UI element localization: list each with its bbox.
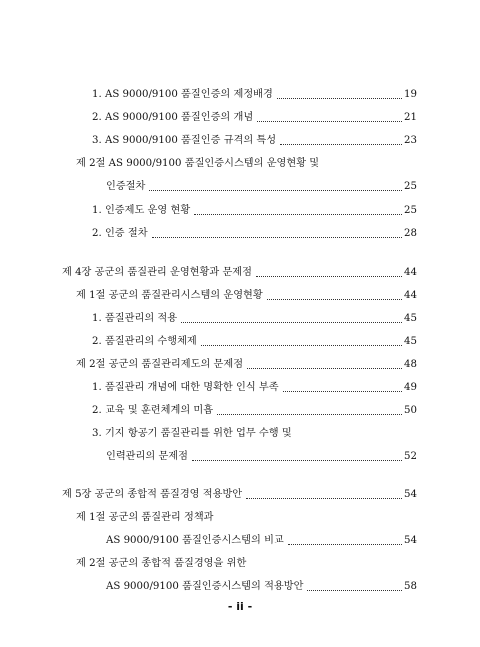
toc-entry[interactable] bbox=[76, 354, 417, 372]
toc-entry-label: 1. 품질관리의 적용 bbox=[92, 313, 178, 324]
toc-entry-page: 54 bbox=[404, 489, 417, 500]
toc-entry-page: 25 bbox=[404, 205, 417, 216]
dot-leader bbox=[307, 590, 402, 591]
dot-leader bbox=[283, 391, 402, 392]
toc-entry-page: 23 bbox=[404, 135, 417, 146]
toc-entry-label: 인력관리의 문제점 bbox=[106, 451, 188, 462]
toc-entry-label: 1. 인증제도 운영 현황 bbox=[92, 205, 191, 216]
toc-entry[interactable] bbox=[62, 484, 417, 502]
toc-entry[interactable] bbox=[106, 576, 417, 594]
dot-leader bbox=[152, 237, 402, 238]
dot-leader bbox=[201, 345, 402, 346]
toc-entry-label: 제 1절 공군의 품질관리시스템의 운영현황 bbox=[76, 290, 263, 301]
toc-entry-page: 54 bbox=[404, 535, 417, 546]
toc-entry-label: AS 9000/9100 품질인증시스템의 적용방안 bbox=[106, 581, 304, 592]
dot-leader bbox=[194, 214, 402, 215]
toc-entry-page: 45 bbox=[404, 313, 417, 324]
toc-entry-page: 44 bbox=[404, 290, 417, 301]
toc-entry[interactable] bbox=[92, 423, 292, 441]
toc-entry[interactable] bbox=[62, 262, 417, 280]
toc-entry-label: 1. AS 9000/9100 품질인증의 제정배경 bbox=[92, 89, 273, 100]
toc-entry[interactable] bbox=[76, 153, 319, 171]
toc-entry-label: AS 9000/9100 품질인증시스템의 비교 bbox=[106, 535, 284, 546]
toc-entry-label: 제 5장 공군의 종합적 품질경영 적용방안 bbox=[62, 489, 243, 500]
toc-entry-page: 21 bbox=[404, 112, 417, 123]
toc-entry[interactable] bbox=[92, 331, 417, 349]
page-number: - ii - bbox=[227, 600, 253, 613]
toc-entry-page: 25 bbox=[404, 181, 417, 192]
dot-leader bbox=[267, 299, 402, 300]
toc-entry-page: 52 bbox=[404, 451, 417, 462]
toc-entry[interactable] bbox=[106, 446, 417, 464]
toc-entry[interactable] bbox=[76, 285, 417, 303]
toc-entry-page: 50 bbox=[404, 405, 417, 416]
toc-entry-label: 2. AS 9000/9100 품질인증의 개념 bbox=[92, 112, 254, 123]
toc-entry[interactable] bbox=[76, 553, 246, 571]
dot-leader bbox=[288, 544, 402, 545]
toc-entry-page: 44 bbox=[404, 267, 417, 278]
toc-entry-label: 3. 기지 항공기 품질관리를 위한 업무 수행 및 bbox=[92, 428, 292, 439]
toc-entry-label: 2. 품질관리의 수행체제 bbox=[92, 336, 197, 347]
toc-entry[interactable] bbox=[92, 107, 417, 125]
dot-leader bbox=[247, 368, 402, 369]
toc-entry-label: 제 1절 공군의 품질관리 정책과 bbox=[76, 512, 214, 523]
dot-leader bbox=[256, 276, 402, 277]
toc-entry-page: 58 bbox=[404, 581, 417, 592]
toc-entry-page: 45 bbox=[404, 336, 417, 347]
dot-leader bbox=[149, 190, 402, 191]
toc-entry-label: 2. 인증 절차 bbox=[92, 228, 148, 239]
dot-leader bbox=[217, 414, 402, 415]
toc-entry[interactable] bbox=[92, 377, 417, 395]
dot-leader bbox=[257, 121, 402, 122]
toc-entry-label: 1. 품질관리 개념에 대한 명확한 인식 부족 bbox=[92, 382, 279, 393]
toc-entry[interactable] bbox=[92, 308, 417, 326]
dot-leader bbox=[192, 460, 402, 461]
toc-entry[interactable] bbox=[92, 400, 417, 418]
toc-entry-label: 제 2절 공군의 종합적 품질경영을 위한 bbox=[76, 558, 247, 569]
toc-entry-label: 3. AS 9000/9100 품질인증 규격의 특성 bbox=[92, 135, 277, 146]
toc-entry[interactable] bbox=[76, 507, 214, 525]
toc-entry[interactable] bbox=[92, 84, 417, 102]
toc-entry[interactable] bbox=[106, 530, 417, 548]
toc-entry[interactable] bbox=[106, 176, 417, 194]
dot-leader bbox=[280, 144, 402, 145]
toc-entry[interactable] bbox=[92, 200, 417, 218]
toc-entry-page: 49 bbox=[404, 382, 417, 393]
dot-leader bbox=[181, 322, 402, 323]
toc-entry-page: 48 bbox=[404, 359, 417, 370]
toc-entry[interactable] bbox=[92, 223, 417, 241]
dot-leader bbox=[277, 98, 402, 99]
toc-entry-label: 제 2절 AS 9000/9100 품질인증시스템의 운영현황 및 bbox=[76, 158, 320, 169]
toc-entry-label: 인증절차 bbox=[106, 181, 146, 192]
toc-entry-label: 제 2절 공군의 품질관리제도의 문제점 bbox=[76, 359, 244, 370]
toc-entry-label: 제 4장 공군의 품질관리 운영현황과 문제점 bbox=[62, 267, 252, 278]
toc-entry-label: 2. 교육 및 훈련체계의 미흡 bbox=[92, 405, 214, 416]
toc-entry-page: 28 bbox=[404, 228, 417, 239]
toc-entry-page: 19 bbox=[404, 89, 417, 100]
toc-entry[interactable] bbox=[92, 130, 417, 148]
dot-leader bbox=[246, 498, 402, 499]
